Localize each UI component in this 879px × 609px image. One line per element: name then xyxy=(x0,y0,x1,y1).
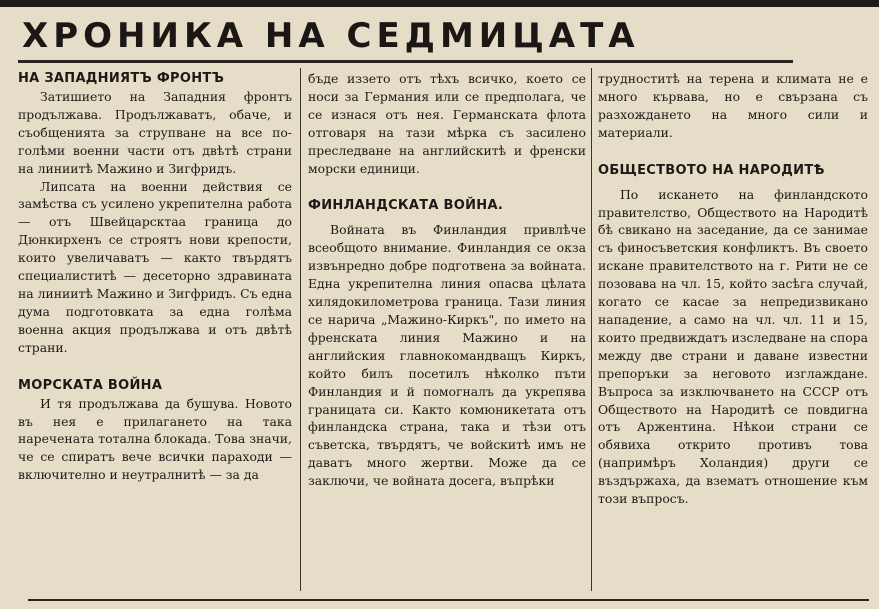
article-heading-west-front: НА ЗАПАДНИЯТЪ ФРОНТЪ xyxy=(18,71,225,86)
article-heading-naval-war: МОРСКАТА ВОЙНА xyxy=(18,377,163,393)
article-paragraph: Липсата на военни действия се замѣства съ усилено укрепителна работа — отъ Швейцарсктаа граница до Дюнкирхенъ се строятъ нови крепости, които увеличаватъ — както твърдятъ специалиститѣ — десеторно здравината на линиитѣ Мажино и Зигфридъ. Съ една дума подготовката за една голѣма военна акция продължава и отъ двѣтѣ страни. xyxy=(18,178,292,355)
article-paragraph: Войната въ Финландия привлѣче всеобщото внимание. Финландия се окза извънредно добре подготвена за войната. Една укрепителна линия опасва цѣлата хилядокилометрова граница. Тази линия се нарича „Мажино-Киркъ", по името на френската линия Мажино и на английския главнокомандващъ Киркъ, който билъ посетилъ нѣколко пъти Финландия и й помогналъ да укрепява границата си. Както комюникетата отъ финландска страна, така и тѣзи отъ съветска, твърдятъ, че войскитѣ имъ не даватъ много жертви. Може да се заключи, че войната досега, въпрѣки xyxy=(308,222,586,489)
article-paragraph: Затишието на Западния фронтъ продължава. Продължаватъ, обаче, и съобщенията за струпване на все по-голѣми военни части отъ двѣтѣ страни на линиитѣ Мажино и Зигфридъ. xyxy=(18,89,292,176)
top-border-rule xyxy=(0,0,879,7)
page-title: ХРОНИКА НА СЕДМИЦАТА xyxy=(22,16,640,56)
article-paragraph-continued: трудноститѣ на терена и климата не е много кървава, но е свързана съ разхождането на много сили и материали. xyxy=(598,71,868,140)
article-paragraph: И тя продължава да бушува. Новото въ нея е прилагането на така наречената тотална блокада. Това значи, че се спиратъ вече всички параходи — включително и неутралнитѣ — за да xyxy=(18,395,292,483)
article-heading-league-of-nations: ОБЩЕСТВОТО НА НАРОДИТѢ xyxy=(598,162,825,178)
column-2 xyxy=(308,70,586,593)
bottom-rule xyxy=(28,599,869,601)
column-1 xyxy=(18,70,292,593)
column-divider xyxy=(300,68,301,591)
article-heading-finnish-war: ФИНЛАНДСКАТА ВОЙНА. xyxy=(308,198,504,214)
masthead-rule xyxy=(18,60,793,63)
article-paragraph-continued: бъде иззето отъ тѣхъ всичко, което се носи за Германия или се предполага, че се изнася отъ нея. Германската флота отговаря на тази мѣрка съ засилено преследване на английскитѣ и френски морски единици. xyxy=(308,71,586,176)
column-divider xyxy=(591,68,592,591)
column-3 xyxy=(598,70,868,593)
article-paragraph: По искането на финландското правителство, Обществото на Народитѣ бѣ свикано на заседание, да се занимае съ финосъветския конфликтъ. Въ своето искане правителството на г. Рити не се позовава на чл. 15, който засѣга случай, когато се касае за непредизвикано нападение, а само на чл. чл. 11 и 15, които предвиждатъ изследване на спора между две страни и даване известни препоръки за неговото изглаждане. Въпроса за изключването на СССР отъ Обществото на Народитѣ се повдигна отъ Аржентина. Нѣкои страни се обявиха открито противъ това (напримѣръ Холандия) други се въздържаха, да взематъ отношение към този въпросъ. xyxy=(598,186,868,507)
